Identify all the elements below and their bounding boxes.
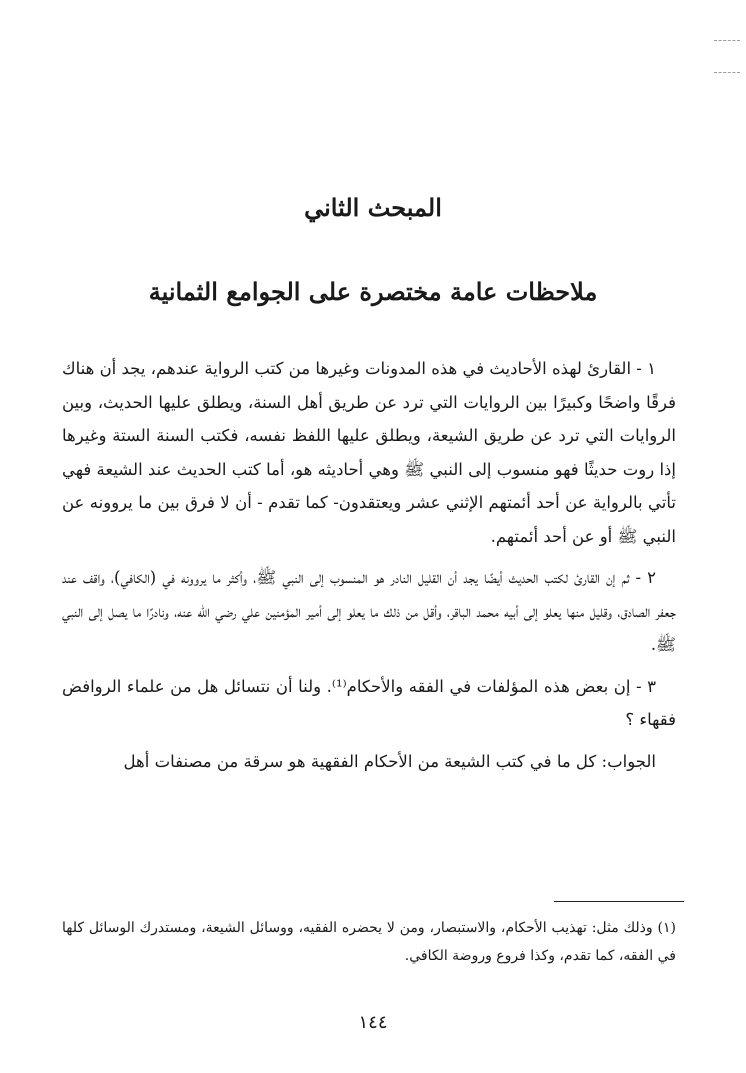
paragraph: الجواب: كل ما في كتب الشيعة من الأحكام الفقهية هو سرقة من مصنفات أهل: [123, 751, 656, 771]
section-title: ملاحظات عامة مختصرة على الجوامع الثمانية: [148, 277, 598, 306]
paragraph: ٢ - ثم إن القارئ لكتب الحديث أيضًا يجد أن القليل النادر هو المنسوب إلى النبي ﷺ، وأكثر ما يروونه في (الكافي)، واقف عند جعفر الصادق، وقليل منها يعلو إلى أبيه محمد الباقر، وأقل من ذلك ما يعلو إلى أمير المؤمنين علي رضي الله عنه، ونادرًا ما يصل إلى النبي ﷺ.: [62, 568, 676, 654]
page-number: ١٤٤: [358, 1012, 388, 1033]
section-heading: المبحث الثاني: [304, 193, 442, 222]
footnote: (١) وذلك مثل: تهذيب الأحكام، والاستبصار، ومن لا يحضره الفقيه، ووسائل الشيعة، ومستدرك الوسائل كلها في الفقه، كما تقدم، وكذا فروع وروضة الكافي.: [62, 920, 676, 964]
body-text: [62, 352, 676, 778]
paragraph: ١ - القارئ لهذه الأحاديث في هذه المدونات وغيرها من كتب الرواية عندهم، يجد أن هناك فرقًا واضحًا وكبيرًا بين الروايات التي ترد عن طريق أهل السنة، ويطلق عليها الحديث، وبين الروايات التي ترد عن طريق الشيعة، ويطلق عليها اللفظ نفسه، فكتب السنة الستة وغيرها إذا روت حديثًا فهو منسوب إلى النبي ﷺ وهي أحاديثه هو، أما كتب الحديث عند الشيعة فهي تأتي بالرواية عن أحد أئمتهم الإثني عشر ويعتقدون- كما تقدم - أن لا فرق بين ما يروونه عن النبي ﷺ أو عن أحد أئمتهم.: [62, 359, 676, 546]
paragraph: ٣ - إن بعض هذه المؤلفات في الفقه والأحكام⁽¹⁾. ولنا أن نتسائل هل من علماء الروافض فقهاء ؟: [62, 676, 676, 729]
scan-edge-mark: [714, 72, 740, 73]
footnote-divider: [554, 901, 684, 902]
scan-edge-mark: [714, 40, 740, 41]
